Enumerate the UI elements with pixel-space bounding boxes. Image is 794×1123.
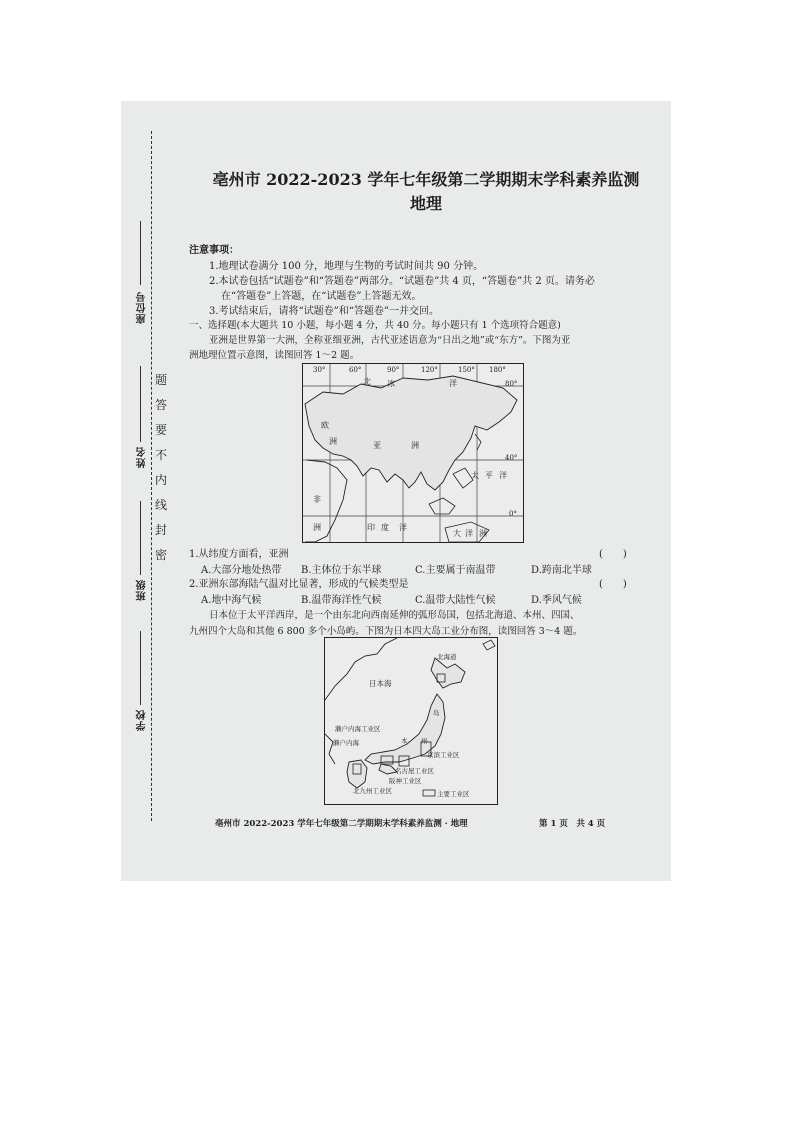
- option-a: A.地中海气候: [201, 595, 262, 606]
- seal-char: 不: [155, 448, 168, 462]
- lon-label: 180°: [489, 366, 506, 374]
- notice-item: 3.考试结束后，请将“试题卷”和“答题卷”一并交回。: [209, 306, 439, 317]
- keihin-label: 京滨工业区: [427, 751, 460, 759]
- honshu-label: 本: [401, 737, 408, 745]
- option-d: D.跨南北半球: [531, 565, 592, 576]
- legend-label: 主要工业区: [437, 790, 470, 798]
- indian-ocean-label: 洋: [399, 523, 407, 532]
- passage-line: 九州四个大岛和其他 6 800 多个小岛屿。下图为日本四大岛工业分布图，读图回答 3～4 题。: [189, 626, 583, 637]
- europe-label: 洲: [329, 437, 337, 446]
- lon-label: 120°: [421, 366, 438, 374]
- asia-map: [302, 363, 524, 543]
- oceania-label: 洲: [479, 529, 487, 538]
- hokkaido-label: 北海道: [437, 653, 457, 661]
- sea-of-japan-label: 日本海: [369, 679, 392, 688]
- asia-label: 洲: [411, 441, 419, 450]
- question-1-stem: 1.从纬度方面看，亚洲: [189, 549, 289, 560]
- name-label: 姓名: [137, 446, 148, 468]
- answer-bracket: ( ): [599, 549, 627, 560]
- arctic-label: 冰: [387, 379, 395, 388]
- option-c: C.温带大陆性气候: [415, 595, 496, 606]
- honshu-label: 岛: [433, 709, 440, 717]
- binding-dashed-line: [151, 131, 152, 821]
- option-b: B.温带海洋性气候: [301, 595, 382, 606]
- passage-line: 日本位于太平洋西岸，是一个由东北向西南延伸的弧形岛国，包括北海道、本州、四国、: [209, 610, 580, 621]
- lat-label: 0°: [509, 510, 517, 518]
- section-heading: 一、选择题(本大题共 10 小题，每小题 4 分，共 40 分。每小题只有 1 个选项符合题意): [189, 320, 561, 331]
- exam-title: 亳州市 2022-2023 学年七年级第二学期期末学科素养监测: [212, 170, 640, 189]
- lon-label: 150°: [458, 366, 475, 374]
- option-d: D.季风气候: [531, 595, 582, 606]
- setouchi-zone-label: 濑户内海工业区: [335, 725, 381, 733]
- class-label: 班级: [137, 579, 148, 601]
- seat-label: 座位号: [137, 291, 148, 324]
- arctic-label: 洋: [449, 379, 457, 388]
- setouchi-sea-label: 濑户内海: [333, 739, 359, 747]
- notice-item: 2.本试卷包括“试题卷”和“答题卷”两部分。“试题卷”共 4 页，“答题卷”共 2 页。请务必: [209, 276, 595, 287]
- seal-char: 密: [155, 548, 168, 562]
- hanshin-label: 阪神工业区: [389, 777, 422, 785]
- indian-ocean-label: 印: [367, 523, 375, 532]
- exam-page: [121, 101, 671, 881]
- seal-char: 封: [155, 523, 168, 537]
- option-b: B.主体位于东半球: [301, 565, 382, 576]
- lat-label: 80°: [505, 380, 518, 388]
- honshu-label: 州: [421, 737, 428, 745]
- passage-line: 亚洲是世界第一大洲，全称亚细亚洲，古代亚述语意为“日出之地”或“东方”。下图为亚: [209, 335, 571, 346]
- seat-blank: [140, 221, 141, 285]
- pacific-label: 洋: [499, 471, 507, 480]
- question-2-stem: 2.亚洲东部海陆气温对比显著，形成的气候类型是: [189, 579, 409, 590]
- answer-bracket: ( ): [599, 579, 627, 590]
- page-number: 第 1 页 共 4 页: [539, 819, 606, 829]
- option-c: C.主要属于南温带: [415, 565, 496, 576]
- oceania-label: 洋: [465, 529, 473, 538]
- seal-char: 题: [155, 373, 168, 387]
- footer-title: 亳州市 2022-2023 学年七年级第二学期期末学科素养监测 · 地理: [215, 819, 468, 829]
- school-blank: [140, 631, 141, 705]
- kitakyushu-label: 北九州工业区: [353, 787, 392, 795]
- lon-label: 60°: [349, 366, 362, 374]
- nagoya-label: 名古屋工业区: [395, 767, 434, 775]
- seal-char: 要: [155, 423, 168, 437]
- school-label: 学校: [137, 709, 148, 731]
- asia-label: 亚: [373, 441, 381, 450]
- seal-char: 内: [155, 473, 168, 487]
- pacific-label: 太: [471, 471, 479, 480]
- seal-char: 答: [155, 398, 168, 412]
- arctic-label: 北: [363, 377, 371, 386]
- notice-item: 1.地理试卷满分 100 分，地理与生物的考试时间共 90 分钟。: [209, 261, 484, 272]
- lat-label: 40°: [505, 454, 518, 462]
- option-a: A.大部分地处热带: [201, 565, 282, 576]
- lon-label: 30°: [313, 366, 326, 374]
- notice-item: 在“答题卷”上答题，在“试题卷”上答题无效。: [221, 291, 422, 302]
- seal-char: 线: [155, 498, 168, 512]
- passage-line: 洲地理位置示意图，读图回答 1～2 题。: [189, 350, 360, 361]
- europe-label: 欧: [321, 421, 329, 430]
- notice-heading: 注意事项：: [189, 245, 239, 256]
- asia-map-graphic: [303, 364, 523, 542]
- japan-map: [324, 637, 498, 805]
- africa-label: 洲: [313, 523, 321, 532]
- indian-ocean-label: 度: [381, 523, 389, 532]
- oceania-label: 大: [453, 529, 461, 538]
- class-blank: [140, 501, 141, 575]
- pacific-label: 平: [485, 471, 493, 480]
- africa-label: 非: [313, 495, 321, 504]
- name-blank: [140, 366, 141, 442]
- exam-subject: 地理: [409, 194, 442, 213]
- lon-label: 90°: [387, 366, 400, 374]
